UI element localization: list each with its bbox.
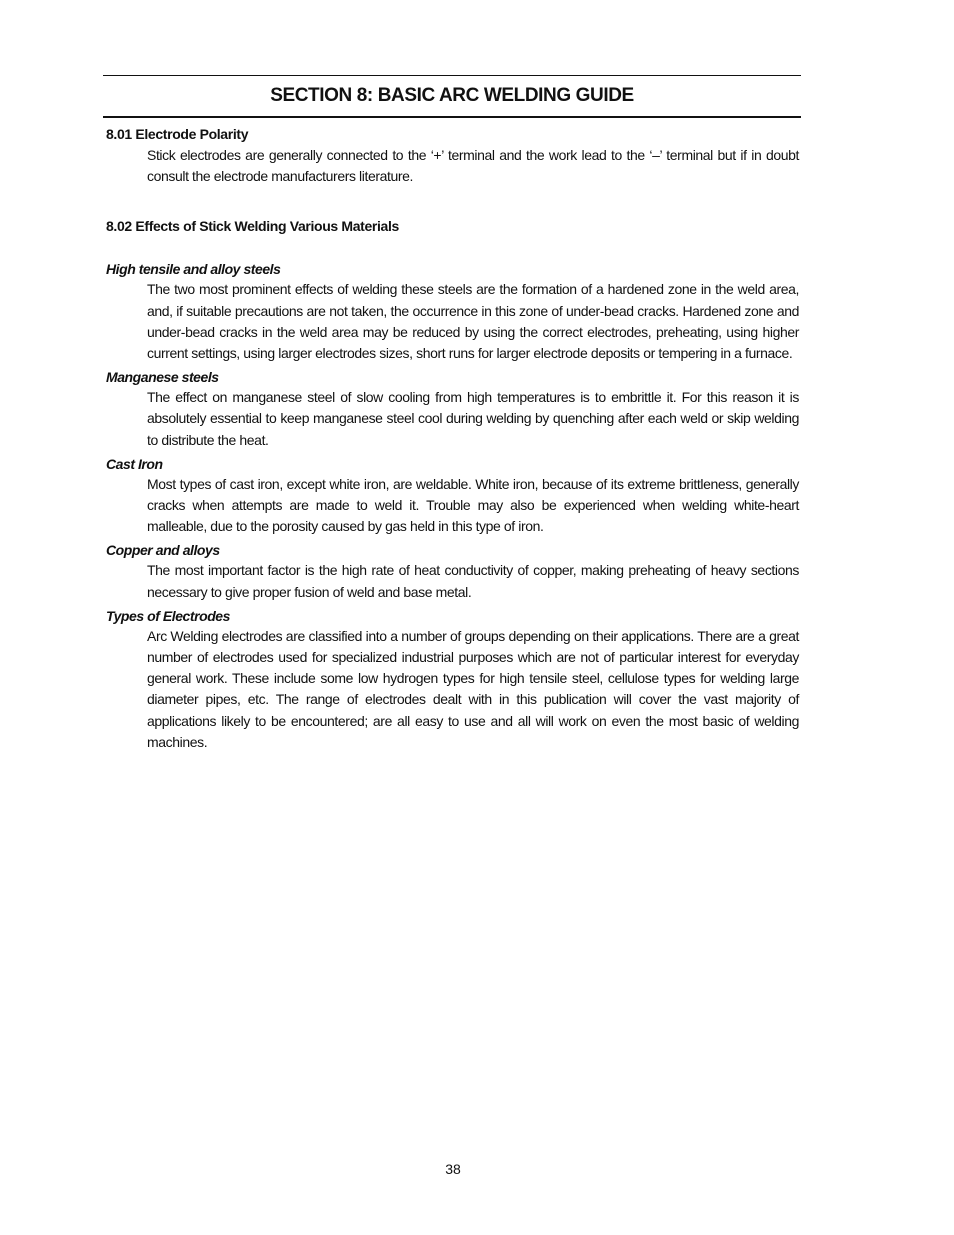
paragraph-manganese-steels: The effect on manganese steel of slow cooling from high temperatures is to embrittle it. For this reason it is absolutely essential to keep manganese steel cool during welding by quenching after each weld or skip welding to distribute the heat.: [147, 389, 799, 448]
paragraph-high-tensile-alloy-steels: The two most prominent effects of welding these steels are the formation of a hardened zone in the weld area, and, if suitable precautions are not taken, the occurrence in this zone of under-bead cracks. Hardened zone and under-bead cracks in the weld area may be reduced by using the correct electrodes, preheating, using higher current settings, using larger electrodes sizes, short runs for larger electrode deposits or tempering in a furnace.: [147, 281, 799, 362]
paragraph-copper-and-alloys: The most important factor is the high rate of heat conductivity of copper, making preheating of heavy sections necessary to give proper fusion of weld and base metal.: [147, 562, 799, 600]
paragraph-cast-iron: Most types of cast iron, except white iron, are weldable. White iron, because of its extreme brittleness, generally cracks when attempts are made to weld it. Trouble may also be experienced when welding white-heart malleable, due to the porosity caused by gas held in this type of iron.: [147, 475, 799, 535]
subheading-cast-iron: Cast Iron: [106, 455, 163, 472]
section-content: [106, 124, 799, 753]
subheading-high-tensile-alloy-steels: High tensile and alloy steels: [106, 261, 281, 278]
paragraph-types-of-electrodes: Arc Welding electrodes are classified into a number of groups depending on their applications. There are a great number of electrodes used for specialized industrial purposes which are not of particular interest for everyday general work. These include some low hydrogen types for high tensile steel, cellulose types for welding large diameter pipes, etc. The range of electrodes dealt with in this publication will cover the vast majority of applications likely to be encountered; are all easy to use and all will work on even the most basic of welding machines.: [147, 627, 799, 750]
section-bottom-rule: [103, 116, 801, 118]
page-number: 38: [445, 1161, 461, 1177]
heading-effects-of-stick-welding: 8.02 Effects of Stick Welding Various Materials: [106, 218, 399, 235]
subheading-copper-and-alloys: Copper and alloys: [106, 542, 220, 559]
subheading-manganese-steels: Manganese steels: [106, 369, 219, 386]
section-title: SECTION 8: BASIC ARC WELDING GUIDE: [270, 85, 634, 106]
heading-electrode-polarity: 8.01 Electrode Polarity: [106, 126, 249, 142]
paragraph-electrode-polarity: Stick electrodes are generally connected to the ‘+’ terminal and the work lead to the ‘–’ terminal but if in doubt consult the electrode manufacturers literature.: [147, 147, 799, 185]
subheading-types-of-electrodes: Types of Electrodes: [106, 607, 230, 624]
section-top-rule: [103, 75, 801, 76]
